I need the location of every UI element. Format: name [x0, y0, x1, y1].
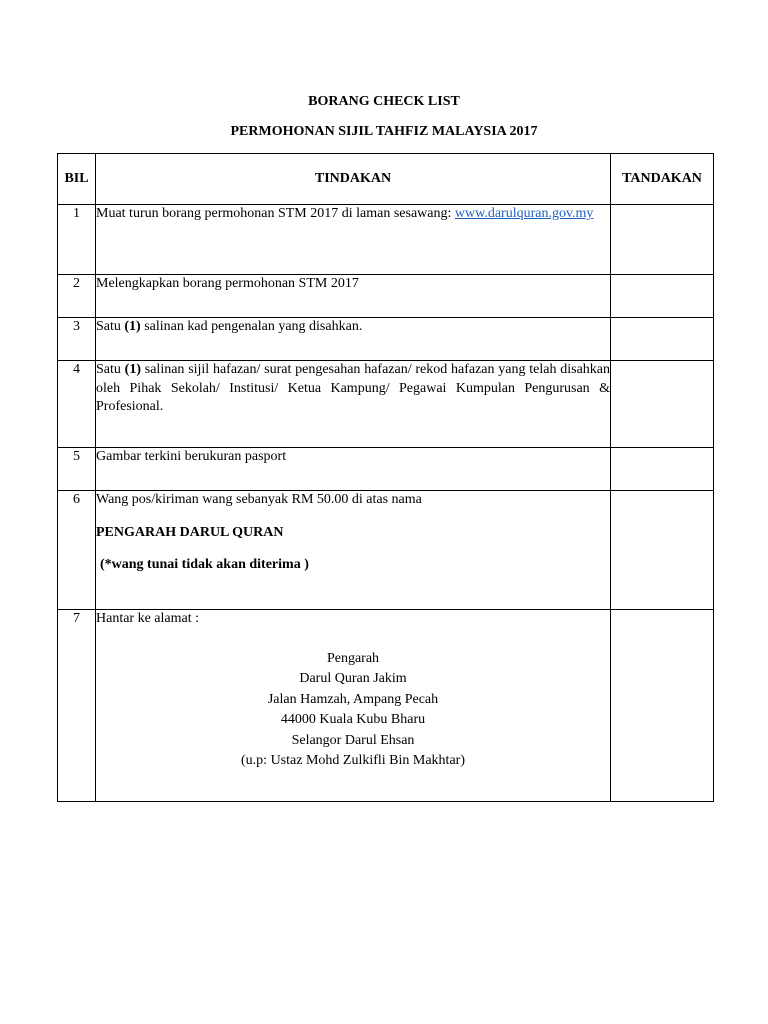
action-text: Hantar ke alamat : [96, 611, 200, 626]
row-number: 2 [58, 275, 96, 318]
mailing-address [96, 649, 610, 772]
header-tandakan: TANDAKAN [611, 154, 714, 205]
action-text: Melengkapkan borang permohonan STM 2017 [96, 276, 359, 291]
action-text-pre: Satu [96, 319, 125, 334]
header-tindakan: TINDAKAN [96, 154, 611, 205]
row-number: 7 [58, 610, 96, 802]
website-link[interactable]: www.darulquran.gov.my [454, 206, 594, 221]
row-action [96, 275, 611, 318]
table-row [58, 491, 714, 610]
row-number: 6 [58, 491, 96, 610]
action-text-bold: (1) [124, 319, 141, 334]
header-bil: BIL [58, 154, 96, 205]
table-row [58, 361, 714, 448]
table-row [58, 318, 714, 361]
row-number: 4 [58, 361, 96, 448]
checkbox-cell[interactable] [611, 448, 714, 491]
table-row [58, 610, 714, 802]
checkbox-cell[interactable] [611, 361, 714, 448]
address-line: (u.p: Ustaz Mohd Zulkifli Bin Makhtar) [241, 753, 465, 768]
address-line: 44000 Kuala Kubu Bharu [280, 712, 426, 727]
row-action [96, 491, 611, 610]
action-text: Muat turun borang permohonan STM 2017 di laman sesawang: [96, 206, 452, 221]
row-number: 5 [58, 448, 96, 491]
table-header-row [58, 154, 714, 205]
checkbox-cell[interactable] [611, 318, 714, 361]
row-action [96, 318, 611, 361]
row-action [96, 205, 611, 275]
checklist-table [57, 153, 714, 802]
address-line: Pengarah [326, 650, 380, 666]
address-line: Jalan Hamzah, Ampang Pecah [267, 691, 439, 707]
row-action [96, 361, 611, 448]
checkbox-cell[interactable] [611, 610, 714, 802]
checkbox-cell[interactable] [611, 491, 714, 610]
action-text-post: salinan kad pengenalan yang disahkan. [140, 319, 363, 334]
payee-name: PENGARAH DARUL QURAN [96, 524, 284, 540]
address-line: Selangor Darul Ehsan [291, 732, 415, 748]
table-row [58, 275, 714, 318]
action-text: Wang pos/kiriman wang sebanyak RM 50.00 di atas nama [96, 492, 422, 507]
action-text: Gambar terkini berukuran pasport [96, 449, 287, 464]
address-line: Darul Quran Jakim [299, 671, 407, 686]
action-text-post: salinan sijil hafazan/ surat pengesahan hafazan/ rekod hafazan yang telah disahkan oleh Pihak Sekolah/ Institusi/ Ketua Kampung/ Pegawai Kumpulan Pengurusan & Profesional. [96, 362, 611, 414]
form-subtitle: PERMOHONAN SIJIL TAHFIZ MALAYSIA 2017 [230, 124, 538, 139]
action-text-pre: Satu [96, 362, 125, 377]
table-row [58, 448, 714, 491]
form-title: BORANG CHECK LIST [308, 94, 460, 109]
row-action [96, 448, 611, 491]
table-row [58, 205, 714, 275]
checkbox-cell[interactable] [611, 205, 714, 275]
row-action [96, 610, 611, 802]
row-number: 1 [58, 205, 96, 275]
cash-note: (*wang tunai tidak akan diterima ) [100, 557, 309, 572]
checkbox-cell[interactable] [611, 275, 714, 318]
row-number: 3 [58, 318, 96, 361]
action-text-bold: (1) [124, 362, 141, 377]
